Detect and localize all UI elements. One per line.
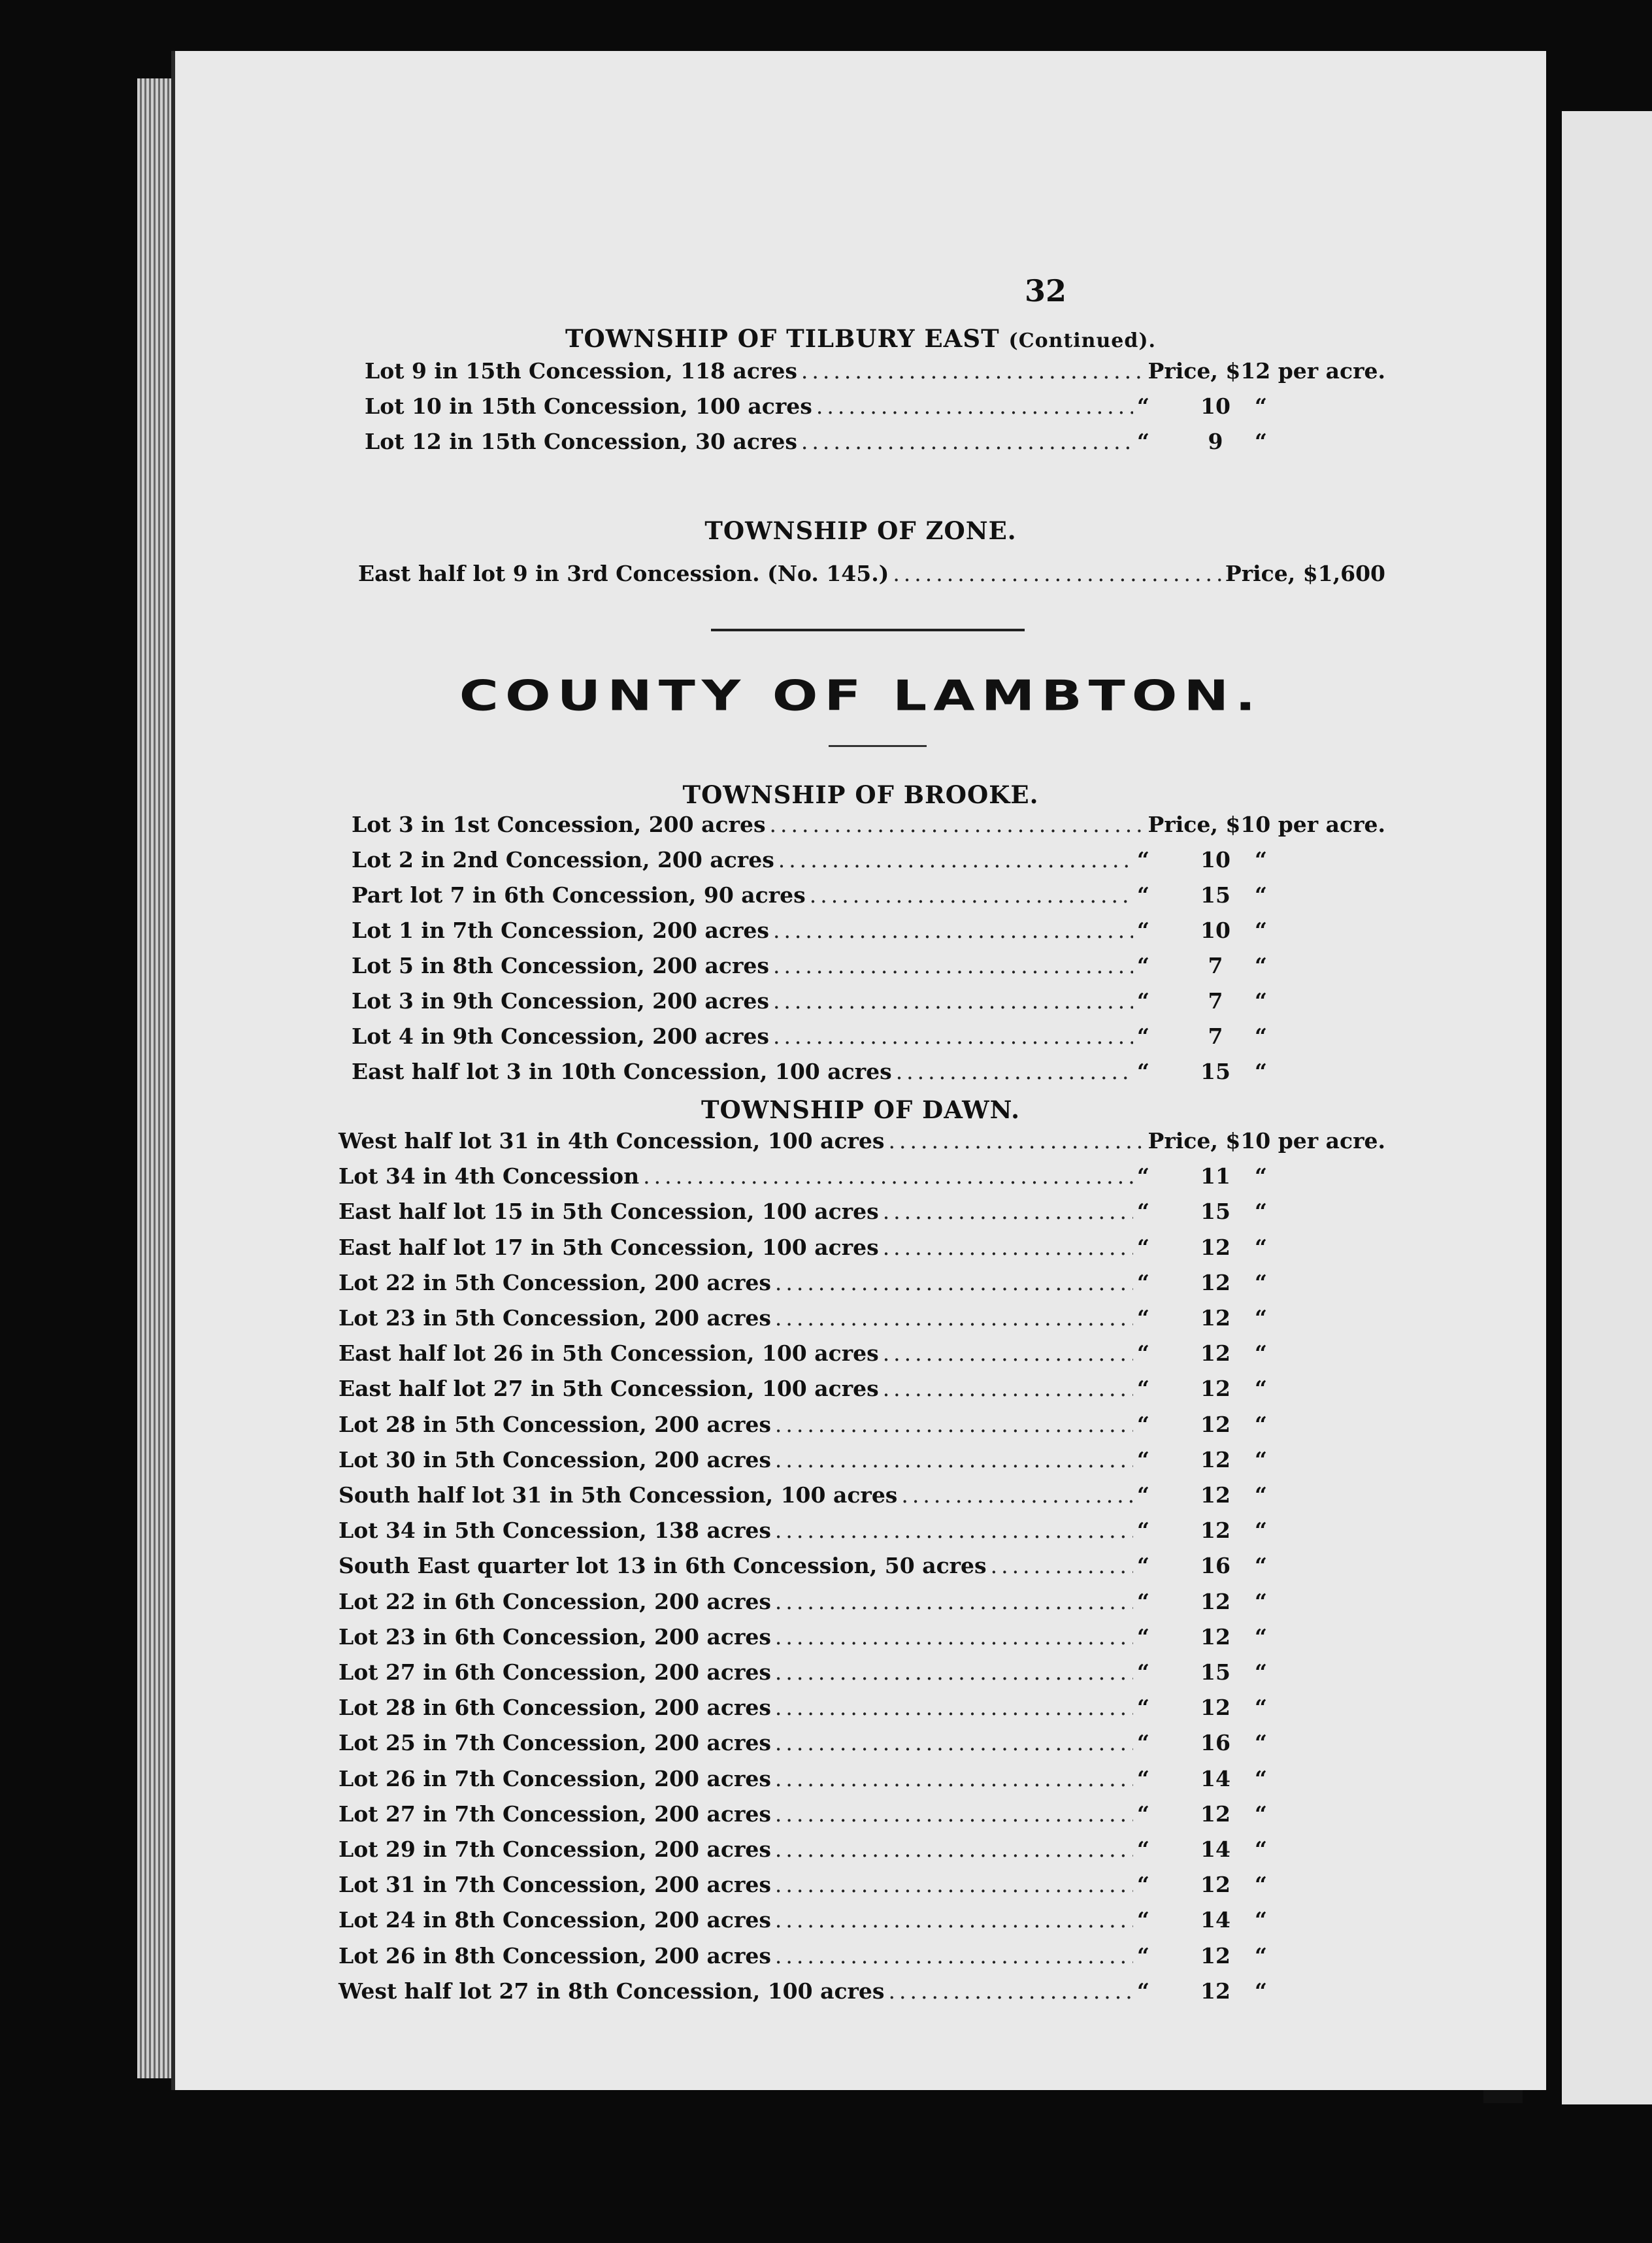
ditto-mark: “ bbox=[1255, 1023, 1267, 1049]
price-cell bbox=[1137, 1624, 1385, 1650]
price-cell bbox=[1137, 1235, 1385, 1260]
dot-leader bbox=[775, 1943, 1133, 1969]
list-item bbox=[339, 1730, 1385, 1763]
price-amount: 14 bbox=[1200, 1907, 1231, 1933]
list-item bbox=[365, 393, 1385, 426]
ditto-mark: “ bbox=[1137, 429, 1149, 454]
lot-description: East half lot 9 in 3rd Concession. (No. 145.) bbox=[358, 561, 889, 586]
price-cell bbox=[1137, 1518, 1385, 1543]
dot-leader bbox=[801, 358, 1144, 384]
price-amount: 14 bbox=[1200, 1836, 1231, 1862]
price-cell bbox=[1137, 1412, 1385, 1437]
ditto-mark: “ bbox=[1137, 1340, 1149, 1367]
ditto-mark: “ bbox=[1255, 1801, 1267, 1827]
dot-leader bbox=[889, 1128, 1144, 1154]
price-amount: 12 bbox=[1200, 1518, 1231, 1544]
lot-description: Lot 27 in 7th Concession, 200 acres bbox=[339, 1801, 771, 1827]
ditto-mark: “ bbox=[1137, 1305, 1149, 1331]
list-item bbox=[339, 1305, 1385, 1338]
divider-rule bbox=[711, 629, 1025, 631]
list-item bbox=[339, 1907, 1385, 1940]
dot-leader bbox=[893, 561, 1221, 586]
lot-description: Lot 29 in 7th Concession, 200 acres bbox=[339, 1836, 771, 1862]
price-amount: 12 bbox=[1200, 1376, 1231, 1402]
price-amount: 15 bbox=[1200, 882, 1231, 908]
lot-description: Lot 23 in 6th Concession, 200 acres bbox=[339, 1623, 771, 1650]
page-edges bbox=[137, 78, 176, 2078]
price-cell bbox=[1137, 1163, 1385, 1189]
price-cell bbox=[1137, 429, 1385, 454]
ditto-mark: “ bbox=[1137, 1553, 1149, 1579]
ditto-mark: “ bbox=[1255, 1942, 1267, 1969]
ditto-mark: “ bbox=[1137, 1482, 1149, 1508]
price-amount: 12 bbox=[1200, 1695, 1231, 1721]
price-cell bbox=[1137, 988, 1385, 1014]
price-amount: 7 bbox=[1208, 1023, 1223, 1049]
price-amount: 10 bbox=[1200, 918, 1231, 943]
price-amount: 15 bbox=[1200, 1059, 1231, 1084]
price-amount: 12 bbox=[1200, 1340, 1231, 1367]
dot-leader bbox=[810, 882, 1133, 908]
ditto-mark: “ bbox=[1255, 1907, 1267, 1933]
list-item bbox=[352, 953, 1385, 986]
price-cell bbox=[1137, 1836, 1385, 1862]
ditto-mark: “ bbox=[1255, 988, 1267, 1014]
price-amount: 16 bbox=[1200, 1553, 1231, 1579]
price-cell bbox=[1137, 847, 1385, 872]
list-item bbox=[339, 1270, 1385, 1303]
dot-leader bbox=[775, 1836, 1133, 1862]
price-amount: 9 bbox=[1208, 429, 1223, 454]
ditto-mark: “ bbox=[1255, 1623, 1267, 1650]
lot-description: Lot 9 in 15th Concession, 118 acres bbox=[365, 358, 797, 384]
list-item bbox=[339, 1836, 1385, 1869]
ditto-mark: “ bbox=[1255, 1059, 1267, 1084]
list-item bbox=[352, 882, 1385, 915]
ditto-mark: “ bbox=[1137, 1234, 1149, 1260]
price-amount: 7 bbox=[1208, 988, 1223, 1014]
ditto-mark: “ bbox=[1137, 393, 1149, 419]
lot-description: Lot 24 in 8th Concession, 200 acres bbox=[339, 1907, 771, 1933]
section-heading-tilbury-east bbox=[175, 324, 1546, 353]
section-title: TOWNSHIP OF TILBURY EAST bbox=[565, 324, 1000, 353]
ditto-mark: “ bbox=[1137, 953, 1149, 978]
ditto-mark: “ bbox=[1137, 1836, 1149, 1862]
dot-leader bbox=[775, 1270, 1133, 1295]
price-text: Price, $12 per acre. bbox=[1148, 358, 1385, 384]
ditto-mark: “ bbox=[1255, 1659, 1267, 1685]
lot-description: Lot 2 in 2nd Concession, 200 acres bbox=[352, 847, 774, 872]
dot-leader bbox=[883, 1376, 1133, 1401]
price-cell bbox=[1137, 1801, 1385, 1827]
lot-description: Lot 3 in 1st Concession, 200 acres bbox=[352, 812, 766, 837]
list-item bbox=[339, 1340, 1385, 1373]
ditto-mark: “ bbox=[1255, 1376, 1267, 1402]
price-text: Price, $10 per acre. bbox=[1148, 1128, 1385, 1154]
lot-description: Lot 34 in 4th Concession bbox=[339, 1163, 640, 1189]
lot-description: East half lot 26 in 5th Concession, 100 acres bbox=[339, 1340, 879, 1367]
dot-leader bbox=[801, 429, 1133, 454]
ditto-mark: “ bbox=[1137, 1376, 1149, 1402]
lot-description: South East quarter lot 13 in 6th Concession, 50 acres bbox=[339, 1553, 987, 1579]
price-amount: 14 bbox=[1200, 1765, 1231, 1791]
lot-description: Lot 30 in 5th Concession, 200 acres bbox=[339, 1446, 771, 1472]
ditto-mark: “ bbox=[1137, 1023, 1149, 1049]
price-cell bbox=[1137, 1659, 1385, 1685]
ditto-mark: “ bbox=[1137, 1269, 1149, 1295]
dot-leader bbox=[775, 1872, 1133, 1897]
dot-leader bbox=[896, 1059, 1133, 1084]
dot-leader bbox=[775, 1801, 1133, 1827]
price-amount: 10 bbox=[1200, 847, 1231, 872]
ditto-mark: “ bbox=[1255, 1518, 1267, 1544]
lot-description: Part lot 7 in 6th Concession, 90 acres bbox=[352, 882, 806, 908]
price-cell bbox=[1137, 1907, 1385, 1933]
lot-description: Lot 3 in 9th Concession, 200 acres bbox=[352, 988, 769, 1014]
dot-leader bbox=[991, 1553, 1133, 1578]
list-item bbox=[339, 1659, 1385, 1692]
price-cell bbox=[1148, 1128, 1385, 1154]
ditto-mark: “ bbox=[1137, 1659, 1149, 1685]
ditto-mark: “ bbox=[1137, 1765, 1149, 1791]
ditto-mark: “ bbox=[1255, 1446, 1267, 1472]
dot-leader bbox=[775, 1766, 1133, 1791]
price-cell bbox=[1137, 1305, 1385, 1331]
ditto-mark: “ bbox=[1137, 882, 1149, 908]
ditto-mark: “ bbox=[1255, 429, 1267, 454]
ditto-mark: “ bbox=[1137, 1801, 1149, 1827]
price-cell bbox=[1137, 1447, 1385, 1472]
ditto-mark: “ bbox=[1255, 918, 1267, 943]
ditto-mark: “ bbox=[1255, 1340, 1267, 1367]
price-amount: 7 bbox=[1208, 953, 1223, 978]
ditto-mark: “ bbox=[1137, 1730, 1149, 1756]
price-cell bbox=[1137, 1199, 1385, 1224]
list-item bbox=[365, 429, 1385, 461]
section-heading-zone: TOWNSHIP OF ZONE. bbox=[704, 516, 1017, 545]
list-item bbox=[365, 358, 1385, 391]
dot-leader bbox=[883, 1235, 1133, 1260]
dot-leader bbox=[775, 1412, 1133, 1437]
book-page bbox=[171, 51, 1546, 2090]
lot-description: Lot 31 in 7th Concession, 200 acres bbox=[339, 1872, 771, 1898]
dot-leader bbox=[773, 953, 1133, 978]
price-cell bbox=[1137, 1695, 1385, 1720]
list-item bbox=[339, 1447, 1385, 1480]
ditto-mark: “ bbox=[1255, 1269, 1267, 1295]
ditto-mark: “ bbox=[1137, 847, 1149, 872]
dot-leader bbox=[883, 1199, 1133, 1224]
ditto-mark: “ bbox=[1255, 1978, 1267, 2004]
price-cell bbox=[1137, 1270, 1385, 1295]
lot-description: East half lot 3 in 10th Concession, 100 acres bbox=[352, 1059, 892, 1084]
price-amount: 15 bbox=[1200, 1199, 1231, 1225]
price-cell bbox=[1137, 1059, 1385, 1084]
lot-description: West half lot 27 in 8th Concession, 100 acres bbox=[339, 1978, 885, 2004]
dot-leader bbox=[773, 918, 1133, 943]
lot-description: East half lot 15 in 5th Concession, 100 acres bbox=[339, 1199, 879, 1225]
lot-description: Lot 28 in 6th Concession, 200 acres bbox=[339, 1695, 771, 1721]
ditto-mark: “ bbox=[1255, 1872, 1267, 1898]
price-cell bbox=[1137, 1730, 1385, 1755]
ditto-mark: “ bbox=[1137, 988, 1149, 1014]
ditto-mark: “ bbox=[1137, 1518, 1149, 1544]
price-amount: 10 bbox=[1200, 393, 1231, 419]
ditto-mark: “ bbox=[1255, 953, 1267, 978]
dot-leader bbox=[889, 1978, 1133, 2004]
lot-description: Lot 26 in 7th Concession, 200 acres bbox=[339, 1765, 771, 1791]
list-item bbox=[339, 1872, 1385, 1904]
price-cell bbox=[1137, 1482, 1385, 1508]
lot-description: Lot 23 in 5th Concession, 200 acres bbox=[339, 1305, 771, 1331]
list-item bbox=[352, 812, 1385, 844]
price-amount: 12 bbox=[1200, 1801, 1231, 1827]
section-heading-brooke: TOWNSHIP OF BROOKE. bbox=[682, 780, 1039, 809]
list-item bbox=[339, 1412, 1385, 1444]
price-amount: 12 bbox=[1200, 1623, 1231, 1650]
price-cell bbox=[1137, 1340, 1385, 1366]
section-heading-dawn: TOWNSHIP OF DAWN. bbox=[701, 1095, 1021, 1124]
price-amount: 12 bbox=[1200, 1234, 1231, 1260]
ditto-mark: “ bbox=[1255, 1730, 1267, 1756]
dot-leader bbox=[770, 812, 1144, 837]
dot-leader bbox=[775, 1305, 1133, 1331]
dot-leader bbox=[901, 1482, 1133, 1508]
price-amount: 12 bbox=[1200, 1482, 1231, 1508]
ditto-mark: “ bbox=[1137, 1623, 1149, 1650]
ditto-mark: “ bbox=[1137, 1163, 1149, 1189]
list-item bbox=[339, 1553, 1385, 1586]
ditto-mark: “ bbox=[1255, 1163, 1267, 1189]
lot-description: Lot 5 in 8th Concession, 200 acres bbox=[352, 953, 769, 978]
price-amount: 12 bbox=[1200, 1269, 1231, 1295]
ditto-mark: “ bbox=[1255, 882, 1267, 908]
list-item bbox=[339, 1199, 1385, 1231]
ditto-mark: “ bbox=[1137, 1199, 1149, 1225]
list-item bbox=[352, 847, 1385, 880]
price-cell bbox=[1137, 1589, 1385, 1614]
price-amount: 12 bbox=[1200, 1978, 1231, 2004]
dot-leader bbox=[775, 1730, 1133, 1755]
list-item bbox=[352, 988, 1385, 1021]
lot-description: Lot 28 in 5th Concession, 200 acres bbox=[339, 1411, 771, 1437]
list-item bbox=[352, 918, 1385, 950]
price-cell bbox=[1137, 1978, 1385, 2004]
list-item bbox=[339, 1376, 1385, 1408]
lot-description: Lot 27 in 6th Concession, 200 acres bbox=[339, 1659, 771, 1685]
lot-description: Lot 1 in 7th Concession, 200 acres bbox=[352, 918, 769, 943]
dot-leader bbox=[778, 847, 1133, 872]
ditto-mark: “ bbox=[1137, 1942, 1149, 1969]
ditto-mark: “ bbox=[1255, 1695, 1267, 1721]
price-amount: 12 bbox=[1200, 1305, 1231, 1331]
ditto-mark: “ bbox=[1255, 1305, 1267, 1331]
price-cell bbox=[1137, 1553, 1385, 1578]
lot-description: Lot 4 in 9th Concession, 200 acres bbox=[352, 1023, 769, 1049]
lot-description: East half lot 17 in 5th Concession, 100 acres bbox=[339, 1234, 879, 1260]
ditto-mark: “ bbox=[1255, 1765, 1267, 1791]
lot-description: Lot 34 in 5th Concession, 138 acres bbox=[339, 1518, 771, 1544]
price-amount: 12 bbox=[1200, 1872, 1231, 1898]
price-cell bbox=[1137, 1872, 1385, 1897]
ditto-mark: “ bbox=[1255, 847, 1267, 872]
price-amount: 12 bbox=[1200, 1446, 1231, 1472]
dot-leader bbox=[775, 1518, 1133, 1543]
ditto-mark: “ bbox=[1255, 1199, 1267, 1225]
dot-leader bbox=[883, 1340, 1133, 1366]
section-subtitle: (Continued). bbox=[1008, 329, 1157, 352]
list-item bbox=[339, 1766, 1385, 1799]
ditto-mark: “ bbox=[1255, 1482, 1267, 1508]
list-item bbox=[339, 1695, 1385, 1727]
list-item bbox=[352, 1023, 1385, 1056]
county-title: COUNTY OF LAMBTON. bbox=[459, 672, 1263, 721]
dot-leader bbox=[775, 1695, 1133, 1720]
lot-description: East half lot 27 in 5th Concession, 100 acres bbox=[339, 1376, 879, 1402]
list-item bbox=[339, 1235, 1385, 1267]
facing-page bbox=[1562, 111, 1652, 2104]
ditto-mark: “ bbox=[1137, 1978, 1149, 2004]
list-item bbox=[358, 561, 1385, 593]
price-text: Price, $10 per acre. bbox=[1148, 812, 1385, 837]
lot-description: Lot 22 in 6th Concession, 200 acres bbox=[339, 1588, 771, 1614]
price-cell bbox=[1137, 1943, 1385, 1969]
price-cell bbox=[1137, 1766, 1385, 1791]
ditto-mark: “ bbox=[1137, 1907, 1149, 1933]
price-text: Price, $1,600 bbox=[1225, 561, 1385, 586]
price-amount: 12 bbox=[1200, 1942, 1231, 1969]
list-item bbox=[352, 1059, 1385, 1091]
price-cell bbox=[1225, 561, 1385, 586]
dot-leader bbox=[643, 1163, 1133, 1189]
ditto-mark: “ bbox=[1255, 393, 1267, 419]
list-item bbox=[339, 1978, 1385, 2011]
price-cell bbox=[1137, 393, 1385, 419]
lot-description: Lot 22 in 5th Concession, 200 acres bbox=[339, 1269, 771, 1295]
list-item bbox=[339, 1128, 1385, 1161]
ditto-mark: “ bbox=[1255, 1836, 1267, 1862]
price-amount: 15 bbox=[1200, 1659, 1231, 1685]
ditto-mark: “ bbox=[1137, 1695, 1149, 1721]
dot-leader bbox=[775, 1907, 1133, 1933]
page-number: 32 bbox=[1025, 273, 1067, 308]
ditto-mark: “ bbox=[1137, 1588, 1149, 1614]
dot-leader bbox=[775, 1589, 1133, 1614]
ditto-mark: “ bbox=[1137, 1411, 1149, 1437]
dot-leader bbox=[775, 1659, 1133, 1685]
dot-leader bbox=[816, 393, 1133, 419]
short-divider bbox=[829, 745, 927, 747]
price-amount: 12 bbox=[1200, 1588, 1231, 1614]
list-item bbox=[339, 1624, 1385, 1657]
price-amount: 12 bbox=[1200, 1411, 1231, 1437]
price-cell bbox=[1137, 918, 1385, 943]
dot-leader bbox=[775, 1447, 1133, 1472]
price-cell bbox=[1148, 812, 1385, 837]
price-cell bbox=[1137, 1376, 1385, 1401]
lot-description: Lot 10 in 15th Concession, 100 acres bbox=[365, 393, 812, 419]
price-cell bbox=[1148, 358, 1385, 384]
price-cell bbox=[1137, 1023, 1385, 1049]
list-item bbox=[339, 1163, 1385, 1196]
list-item bbox=[339, 1482, 1385, 1515]
ditto-mark: “ bbox=[1137, 1872, 1149, 1898]
list-item bbox=[339, 1801, 1385, 1834]
ditto-mark: “ bbox=[1255, 1588, 1267, 1614]
price-amount: 16 bbox=[1200, 1730, 1231, 1756]
ditto-mark: “ bbox=[1255, 1553, 1267, 1579]
price-amount: 11 bbox=[1200, 1163, 1231, 1189]
ditto-mark: “ bbox=[1137, 1446, 1149, 1472]
price-cell bbox=[1137, 953, 1385, 978]
lot-description: South half lot 31 in 5th Concession, 100 acres bbox=[339, 1482, 898, 1508]
ditto-mark: “ bbox=[1137, 918, 1149, 943]
dot-leader bbox=[773, 988, 1133, 1014]
dot-leader bbox=[775, 1624, 1133, 1650]
dot-leader bbox=[773, 1023, 1133, 1049]
lot-description: Lot 25 in 7th Concession, 200 acres bbox=[339, 1730, 771, 1756]
ditto-mark: “ bbox=[1255, 1411, 1267, 1437]
lot-description: Lot 12 in 15th Concession, 30 acres bbox=[365, 429, 797, 454]
list-item bbox=[339, 1943, 1385, 1976]
list-item bbox=[339, 1518, 1385, 1550]
ditto-mark: “ bbox=[1137, 1059, 1149, 1084]
lot-description: Lot 26 in 8th Concession, 200 acres bbox=[339, 1942, 771, 1969]
ditto-mark: “ bbox=[1255, 1234, 1267, 1260]
price-cell bbox=[1137, 882, 1385, 908]
lot-description: West half lot 31 in 4th Concession, 100 acres bbox=[339, 1128, 885, 1154]
list-item bbox=[339, 1589, 1385, 1621]
